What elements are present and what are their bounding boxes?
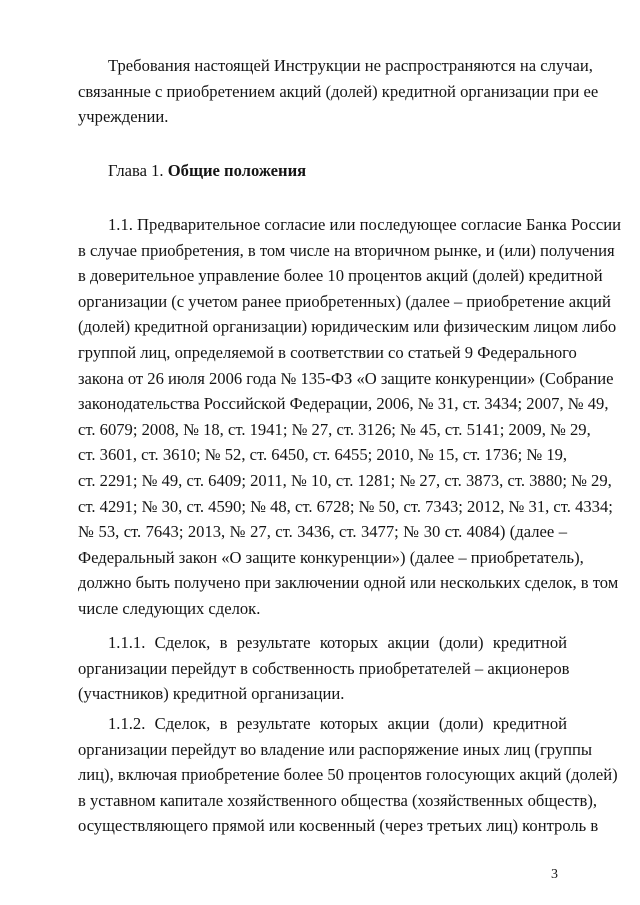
text-line: закона от 26 июля 2006 года № 135-ФЗ «О защите конкуренции» (Собрание (78, 368, 614, 388)
text-line: лиц), включая приобретение более 50 процентов голосующих акций (долей) (78, 765, 618, 785)
text-line: ст. 4291; № 30, ст. 4590; № 48, ст. 6728; № 50, ст. 7343; 2012, № 31, ст. 4334; (78, 496, 613, 516)
text-line: законодательства Российской Федерации, 2006, № 31, ст. 3434; 2007, № 49, (78, 394, 609, 414)
text-line: 1.1. Предварительное согласие или последующее согласие Банка России (108, 215, 621, 234)
text-line: числе следующих сделок. (78, 598, 261, 618)
section-1-1-paragraph (78, 212, 621, 622)
text-line: учреждении. (78, 107, 169, 127)
text-line: № 53, ст. 7643; 2013, № 27, ст. 3436, ст. 3477; № 30 ст. 4084) (далее – (78, 522, 567, 542)
text-line: ст. 2291; № 49, ст. 6409; 2011, № 10, ст. 1281; № 27, ст. 3873, ст. 3880; № 29, (78, 470, 612, 490)
section-1-1-1-paragraph (78, 630, 570, 707)
page-number: 3 (551, 867, 558, 882)
text-line: организации перейдут в собственность приобретателей – акционеров (78, 658, 570, 678)
text-line: организации (с учетом ранее приобретенных) (далее – приобретение акций (78, 291, 611, 311)
intro-paragraph (78, 53, 599, 130)
chapter-label: Глава 1. (108, 161, 164, 180)
text-line: осуществляющего прямой или косвенный (через третьих лиц) контроль в (78, 816, 599, 836)
text-line: ст. 6079; 2008, № 18, ст. 1941; № 27, ст. 3126; № 45, ст. 5141; 2009, № 29, (78, 419, 591, 439)
text-line: группой лиц, определяемой в соответствии со статьей 9 Федерального (78, 342, 577, 362)
text-line: в доверительное управление более 10 процентов акций (долей) кредитной (78, 266, 603, 286)
text-line: 1.1.1. Сделок, в результате которых акции (доли) кредитной (108, 633, 567, 652)
text-line: Требования настоящей Инструкции не распространяются на случаи, (108, 56, 593, 75)
text-line: (долей) кредитной организации) юридическим или физическим лицом либо (78, 317, 617, 337)
text-line: Федеральный закон «О защите конкуренции») (далее – приобретатель), (78, 547, 584, 567)
chapter-title: Общие положения (167, 161, 307, 180)
text-line: ст. 3601, ст. 3610; № 52, ст. 6450, ст. 6455; 2010, № 15, ст. 1736; № 19, (78, 445, 568, 465)
text-line: 1.1.2. Сделок, в результате которых акции (доли) кредитной (108, 714, 567, 733)
text-line: (участников) кредитной организации. (78, 684, 345, 704)
chapter-heading (108, 158, 306, 183)
text-line: должно быть получено при заключении одной или нескольких сделок, в том (78, 573, 619, 593)
text-line: в случае приобретения, в том числе на вторичном рынке, и (или) получения (78, 240, 615, 260)
section-1-1-2-paragraph (78, 711, 618, 839)
text-line: организации перейдут во владение или распоряжение иных лиц (группы (78, 739, 593, 759)
text-line: связанные с приобретением акций (долей) кредитной организации при ее (78, 81, 599, 101)
text-line: в уставном капитале хозяйственного общества (хозяйственных обществ), (78, 790, 598, 810)
